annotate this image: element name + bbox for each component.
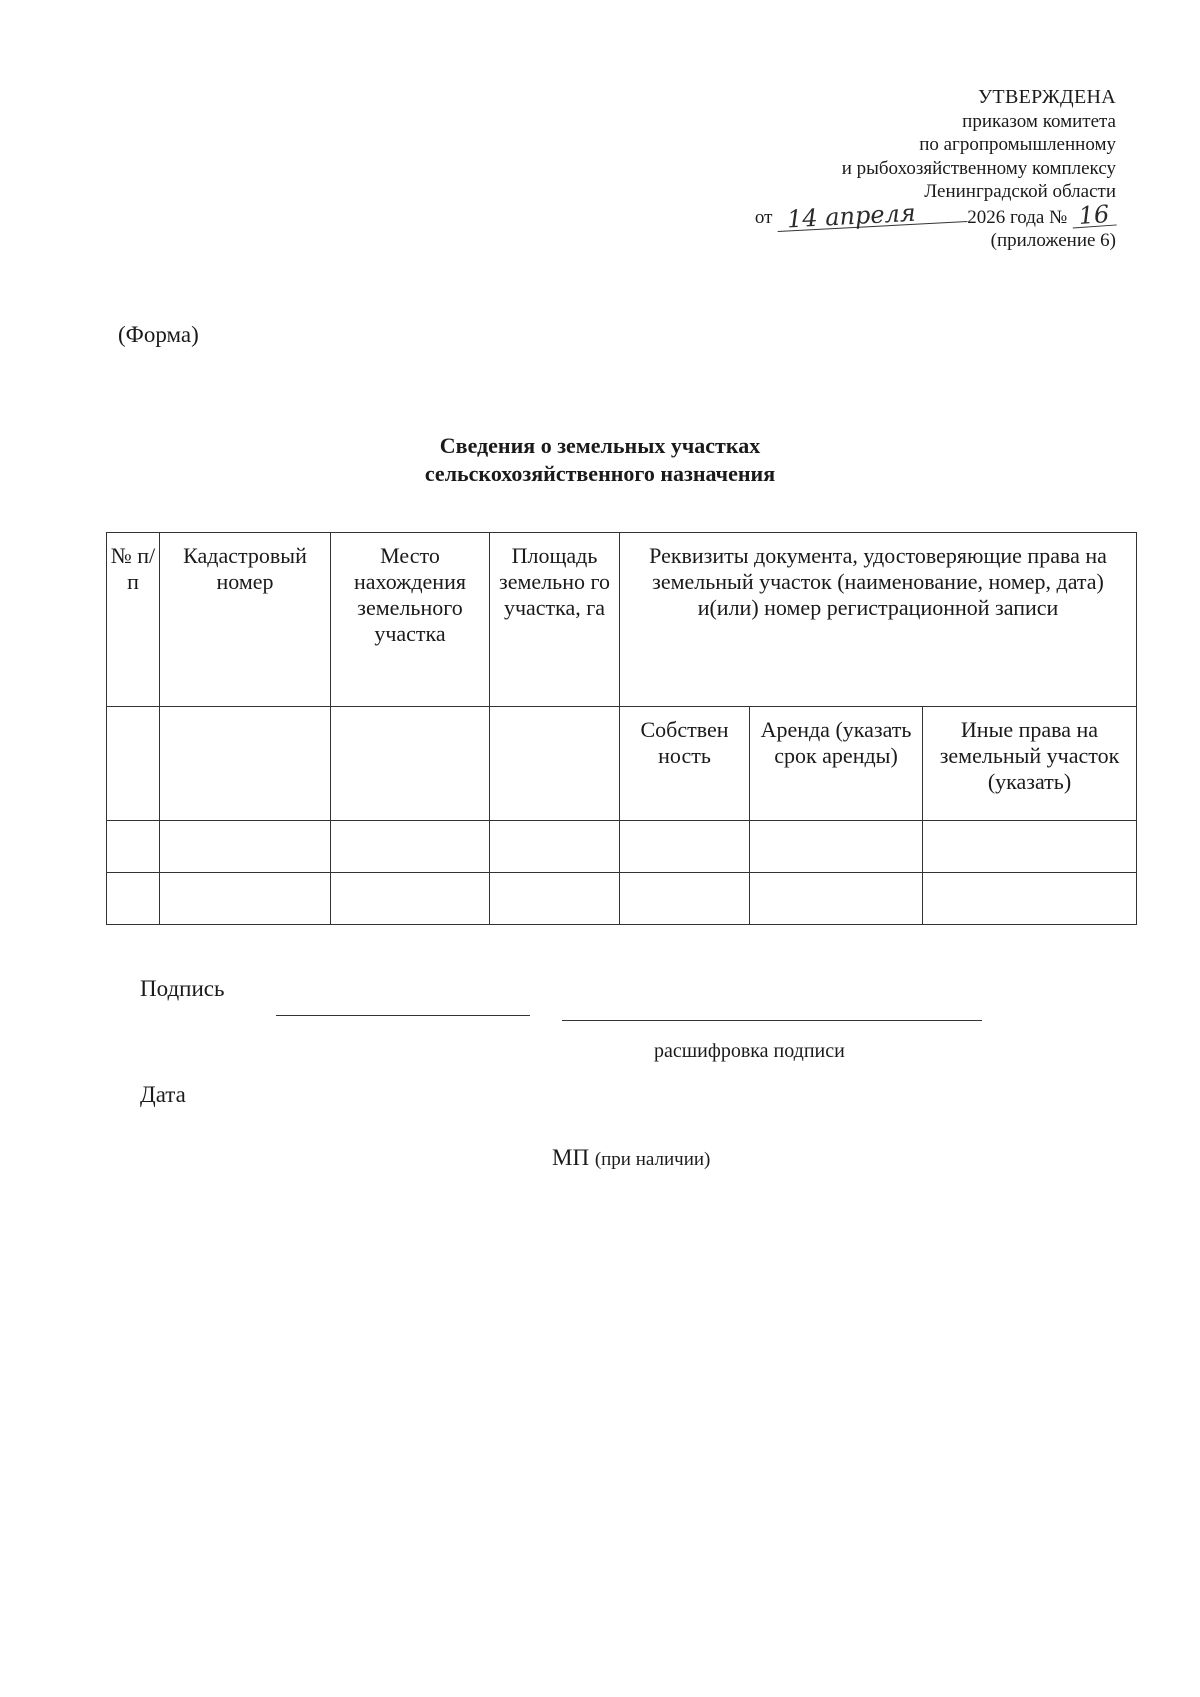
appendix-label: (приложение 6) <box>990 230 1116 251</box>
signature-label: Подпись <box>140 976 225 1001</box>
header-location: Место нахождения земельного участка <box>331 533 490 707</box>
table-header-row <box>107 533 1137 707</box>
handwritten-number: 16 <box>1071 202 1116 228</box>
approval-line-order: приказом комитета <box>962 110 1116 132</box>
date-prefix: от <box>754 206 773 228</box>
table-subheader-row <box>107 707 1137 821</box>
stamp-place <box>552 1145 710 1171</box>
table-cell <box>331 873 490 925</box>
approval-date-line <box>596 198 1116 233</box>
table-cell <box>750 821 923 873</box>
approval-heading: УТВЕРЖДЕНА <box>977 86 1116 108</box>
approval-block <box>596 86 1116 253</box>
table-cell <box>160 873 331 925</box>
stamp-label: МП <box>552 1145 590 1170</box>
stamp-note: (при наличии) <box>594 1149 711 1170</box>
table-cell <box>160 707 331 821</box>
table-row <box>107 873 1137 925</box>
signature-line <box>276 1015 530 1016</box>
header-cadastral-number: Кадастровый номер <box>160 533 331 707</box>
table-cell <box>331 707 490 821</box>
table-cell <box>331 821 490 873</box>
table-cell <box>923 821 1137 873</box>
subheader-other-rights: Иные права на земельный участок (указать) <box>923 707 1137 821</box>
approval-line-complex: и рыбохозяйственному комплексу <box>841 157 1116 179</box>
approval-line-committee: по агропромышленному <box>919 134 1116 155</box>
signature-decoding-caption: расшифровка подписи <box>654 1040 845 1062</box>
land-plots-table <box>106 532 1137 925</box>
approval-line-region: Ленинградской области <box>924 181 1116 202</box>
subheader-lease: Аренда (указать срок аренды) <box>750 707 923 821</box>
table-cell <box>490 707 620 821</box>
subheader-ownership: Собствен ность <box>620 707 750 821</box>
header-number: № п/п <box>107 533 160 707</box>
table-cell <box>620 821 750 873</box>
date-label: Дата <box>140 1082 186 1107</box>
table-cell <box>620 873 750 925</box>
document-title <box>0 432 1200 488</box>
handwritten-date: 14 апреля <box>777 199 968 232</box>
table-cell <box>107 873 160 925</box>
table-cell <box>490 821 620 873</box>
header-document-details: Реквизиты документа, удостоверяющие права на земельный участок (наименование, номер, дата) и(или) номер регистрационной записи <box>620 533 1137 707</box>
table-cell <box>490 873 620 925</box>
table-cell <box>160 821 331 873</box>
table-row <box>107 821 1137 873</box>
year-text: 2026 года № <box>967 206 1068 228</box>
signature-decoding-line <box>562 1020 982 1021</box>
form-label: (Форма) <box>118 322 199 347</box>
table-cell <box>107 821 160 873</box>
table-cell <box>923 873 1137 925</box>
table-cell <box>107 707 160 821</box>
header-area: Площадь земельно го участка, га <box>490 533 620 707</box>
table-cell <box>750 873 923 925</box>
title-line-1: Сведения о земельных участках <box>439 433 761 458</box>
title-line-2: сельскохозяйственного назначения <box>424 461 776 486</box>
